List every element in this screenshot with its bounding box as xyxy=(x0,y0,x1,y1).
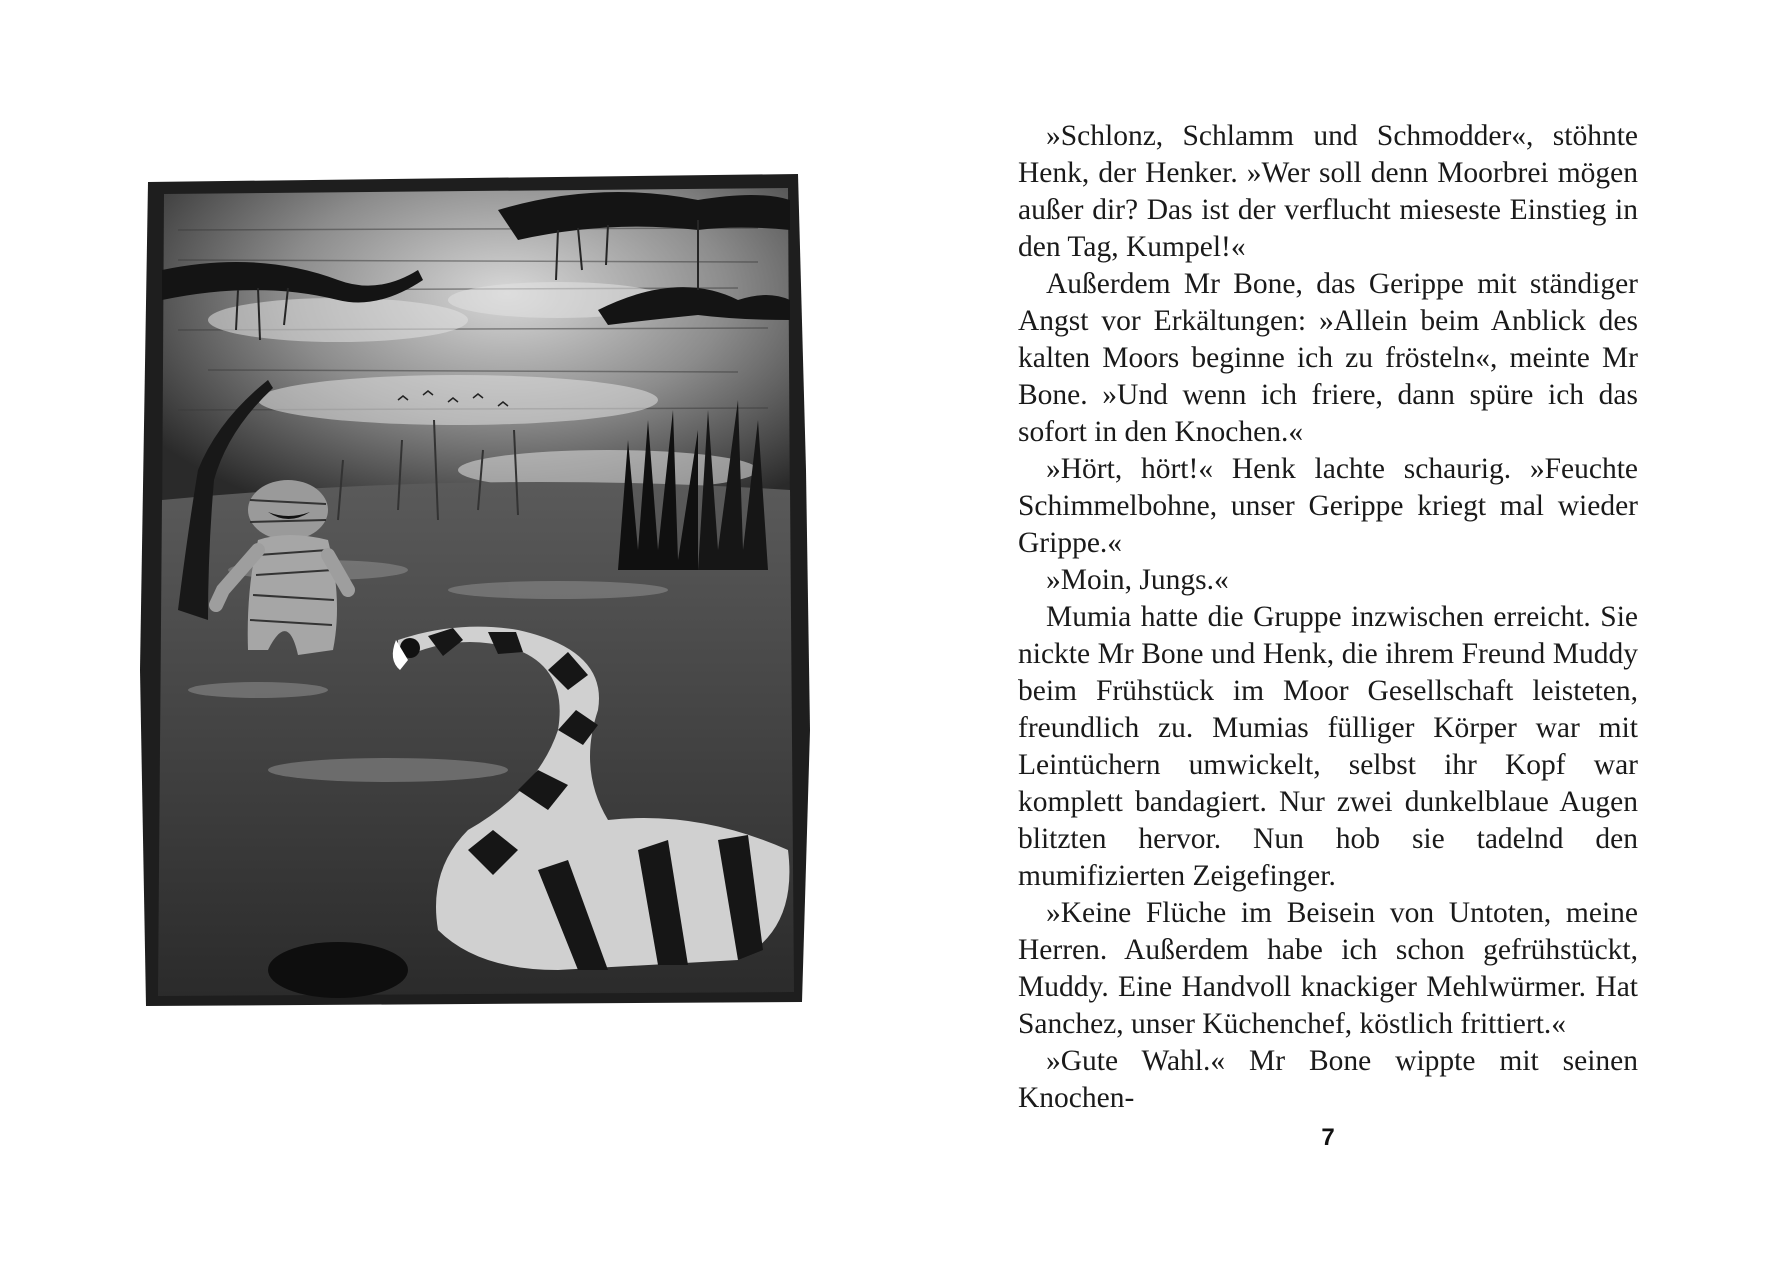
paragraph-7: »Gute Wahl.« Mr Bone wippte mit seinen Knochen- xyxy=(1018,1045,1638,1114)
illustration-left-page xyxy=(138,170,818,1010)
text-right-page xyxy=(1018,118,1638,1117)
page-number: 7 xyxy=(1321,1124,1335,1151)
paragraph-6: »Keine Flüche im Beisein von Untoten, meine Herren. Außerdem habe ich schon gefrühstückt, Muddy. Eine Handvoll knackiger Mehlwürmer. Hat Sanchez, unser Küchenchef, köstlich frittiert.« xyxy=(1018,897,1638,1040)
paragraph-2: Außerdem Mr Bone, das Gerippe mit ständiger Angst vor Erkältungen: »Allein beim Anblick des kalten Moors beginne ich zu frösteln«, meinte Mr Bone. »Und wenn ich friere, dann spüre ich das sofort in den Knochen.« xyxy=(1018,268,1638,448)
moor-scene-illustration xyxy=(138,170,818,1010)
rock xyxy=(268,942,408,998)
paragraph-1: »Schlonz, Schlamm und Schmodder«, stöhnte Henk, der Henker. »Wer soll denn Moorbrei mögen außer dir? Das ist der verflucht mieseste Einstieg in den Tag, Kumpel!« xyxy=(1018,120,1638,263)
paragraph-4: »Moin, Jungs.« xyxy=(1046,564,1229,596)
paragraph-3: »Hört, hört!« Henk lachte schaurig. »Feuchte Schimmelbohne, unser Gerippe kriegt mal wieder Grippe.« xyxy=(1018,453,1638,559)
paragraph-5: Mumia hatte die Gruppe inzwischen erreicht. Sie nickte Mr Bone und Henk, die ihrem Freund Muddy beim Frühstück im Moor Gesellschaft leisteten, freundlich zu. Mumias fülliger Körper war mit Leintüchern umwickelt, selbst ihr Kopf war komplett bandagiert. Nur zwei dunkelblaue Augen blitzten hervor. Nun hob sie tadelnd den mumifizierten Zeigefinger. xyxy=(1018,601,1638,892)
